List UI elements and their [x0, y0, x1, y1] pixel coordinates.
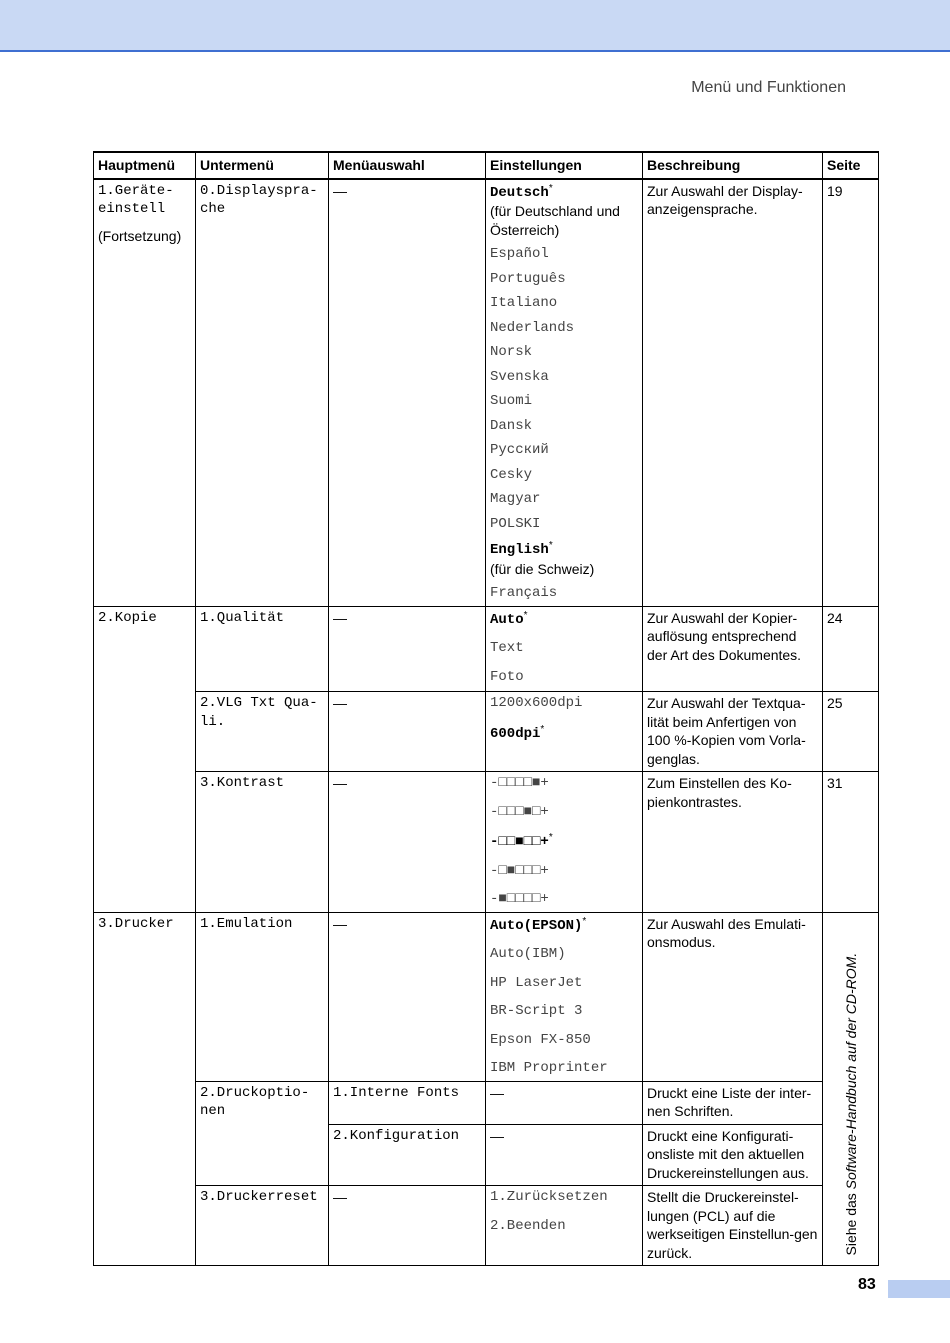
settings-cell: Deutsch* (für Deutschland und Österreich) Español Português Italiano Nederlands Norsk Svenska Suomi Dansk Русский Cesky Magyar POLSKI English* (für die Schweiz) Français	[486, 179, 643, 607]
default-setting: Auto	[490, 611, 524, 628]
menu-selection: 2.Konfiguration	[329, 1124, 486, 1186]
continuation-note: (Fortsetzung)	[98, 227, 182, 244]
setting-option: -□■□□□+	[490, 862, 549, 879]
page-tab-marker	[888, 1280, 950, 1298]
setting-option: Foto	[490, 668, 524, 685]
setting-option: Epson FX-850	[490, 1031, 591, 1048]
description: Zur Auswahl der Kopier-auflösung entsprechend der Art des Dokumentes.	[643, 606, 823, 692]
setting-option: Svenska	[490, 368, 549, 385]
table-row	[94, 692, 879, 772]
submenu-label: 0.Displayspra- che	[196, 179, 329, 607]
settings-cell: —	[486, 1081, 643, 1124]
default-setting: 600dpi	[490, 725, 541, 742]
description: Zum Einstellen des Ko-pienkontrastes.	[643, 772, 823, 913]
description: Druckt eine Konfigurati-onsliste mit den aktuellen Druckereinstellungen aus.	[643, 1124, 823, 1186]
description: Zur Auswahl des Emulati-onsmodus.	[643, 912, 823, 1081]
main-menu-label: 2.Kopie	[94, 606, 196, 912]
main-menu-cell	[94, 179, 196, 607]
main-menu-label: 1.Geräte- einstell	[98, 182, 174, 217]
setting-option: -■□□□□+	[490, 891, 549, 907]
setting-option: Русский	[490, 442, 549, 458]
table-row	[94, 1081, 879, 1124]
setting-option: Français	[490, 585, 558, 601]
setting-option: 1200x600dpi	[490, 695, 583, 711]
header-band	[0, 0, 950, 52]
setting-option: IBM Proprinter	[490, 1060, 608, 1076]
menu-table	[93, 151, 879, 1266]
submenu-label: 1.Emulation	[196, 912, 329, 1081]
column-header: Untermenü	[196, 152, 329, 179]
menu-selection: —	[329, 1186, 486, 1266]
description: Stellt die Druckereinstel-lungen (PCL) auf die werkseitigen Einstellun-gen zurück.	[643, 1186, 823, 1266]
default-setting: English	[490, 542, 549, 558]
setting-option: Auto(IBM)	[490, 946, 566, 962]
setting-option: Español	[490, 246, 549, 262]
page-ref: 25	[823, 692, 879, 772]
page-number: 83	[858, 1276, 876, 1293]
settings-cell: Auto(EPSON)* Auto(IBM) HP LaserJet BR-Script 3 Epson FX-850 IBM Proprinter	[486, 912, 643, 1081]
setting-option: -□□□■□+	[490, 803, 549, 820]
menu-selection: —	[329, 606, 486, 692]
setting-option: Cesky	[490, 466, 533, 483]
setting-option: BR-Script 3	[490, 1003, 583, 1019]
menu-selection: —	[329, 179, 486, 607]
setting-option: Dansk	[490, 417, 533, 434]
setting-option: Suomi	[490, 393, 533, 409]
settings-cell: 1200x600dpi 600dpi*	[486, 692, 643, 772]
description: Zur Auswahl der Textqua-lität beim Anfertigen von 100 %-Kopien vom Vorla-genglas.	[643, 692, 823, 772]
page-ref: 24	[823, 606, 879, 692]
settings-cell	[486, 1186, 643, 1266]
page-ref-vertical-text: Siehe das Software-Handbuch auf der CD-ROM.	[842, 952, 859, 1255]
submenu-label: 1.Qualität	[196, 606, 329, 692]
table-row	[94, 912, 879, 1081]
setting-option: Text	[490, 640, 524, 656]
setting-option: 1.Zurücksetzen	[490, 1189, 608, 1205]
column-header: Einstellungen	[486, 152, 643, 179]
setting-option: Magyar	[490, 491, 541, 507]
submenu-label: 2.Druckoptio- nen	[196, 1081, 329, 1186]
setting-note: (für die Schweiz)	[490, 560, 595, 577]
setting-option: HP LaserJet	[490, 974, 583, 991]
language-list	[490, 245, 638, 533]
menu-selection: 1.Interne Fonts	[329, 1081, 486, 1124]
description: Zur Auswahl der Display-anzeigensprache.	[643, 179, 823, 607]
submenu-label: 3.Kontrast	[196, 772, 329, 913]
setting-option: Português	[490, 270, 566, 287]
table-row	[94, 1186, 879, 1266]
settings-cell: Auto* Text Foto	[486, 606, 643, 692]
default-setting: -□□■□□+	[490, 834, 549, 850]
column-header: Hauptmenü	[94, 152, 196, 179]
default-setting: Deutsch	[490, 184, 549, 201]
setting-option: POLSKI	[490, 515, 541, 532]
column-header: Menüauswahl	[329, 152, 486, 179]
setting-option: Norsk	[490, 344, 533, 360]
column-header: Beschreibung	[643, 152, 823, 179]
setting-option: Italiano	[490, 295, 558, 311]
menu-selection: —	[329, 692, 486, 772]
setting-note: (für Deutschland und Österreich)	[490, 203, 620, 238]
table-row	[94, 606, 879, 692]
menu-selection: —	[329, 912, 486, 1081]
page-ref-note	[823, 912, 879, 1266]
column-header: Seite	[823, 152, 879, 179]
description: Druckt eine Liste der inter-nen Schriften.	[643, 1081, 823, 1124]
settings-cell: —	[486, 1124, 643, 1186]
setting-option: Nederlands	[490, 319, 575, 336]
setting-option: -□□□□■+	[490, 775, 549, 791]
section-title: Menü und Funktionen	[691, 79, 846, 96]
table-row	[94, 772, 879, 913]
submenu-label: 3.Druckerreset	[196, 1186, 329, 1266]
page-ref: 31	[823, 772, 879, 913]
default-setting: Auto(EPSON)	[490, 917, 583, 934]
setting-option: 2.Beenden	[490, 1217, 566, 1234]
page-ref: 19	[823, 179, 879, 607]
settings-cell: -□□□□■+ -□□□■□+ -□□■□□+* -□■□□□+ -■□□□□+	[486, 772, 643, 913]
menu-selection: —	[329, 772, 486, 913]
main-menu-label: 3.Drucker	[94, 912, 196, 1266]
submenu-label: 2.VLG Txt Qua- li.	[196, 692, 329, 772]
table-header-row	[94, 152, 879, 179]
table-row	[94, 179, 879, 607]
